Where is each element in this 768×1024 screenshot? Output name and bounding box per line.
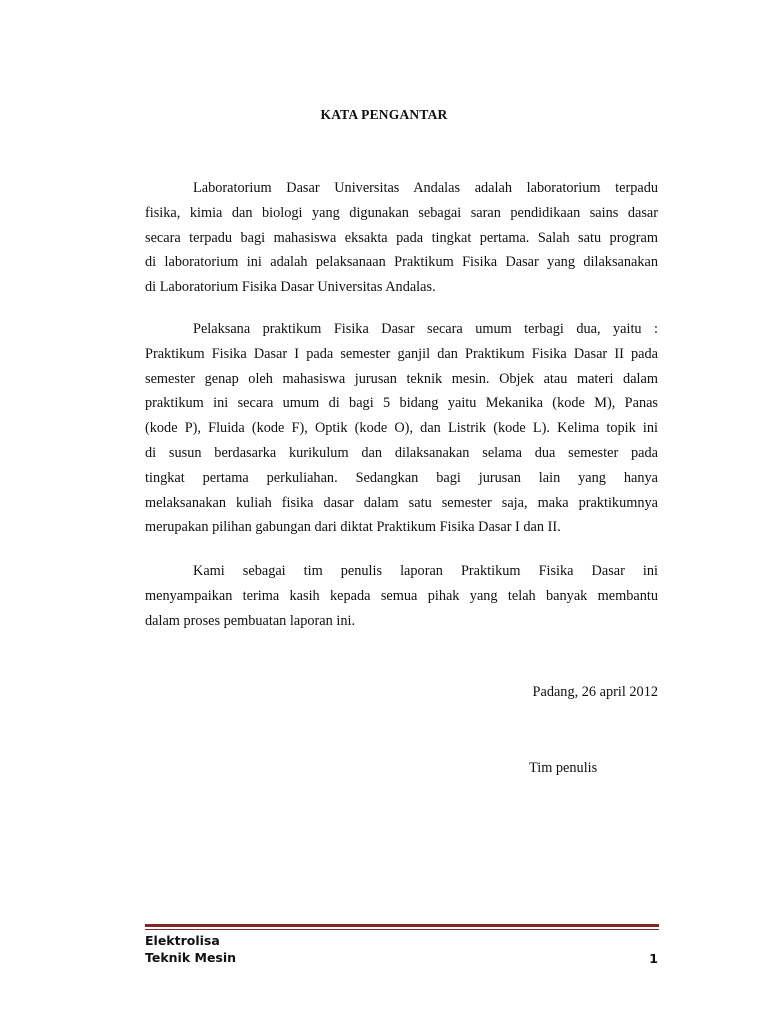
footer-divider: [145, 924, 659, 931]
footer-rule-thick: [145, 924, 659, 927]
paragraph-line: di Laboratorium Fisika Dasar Universitas Andalas.: [145, 279, 436, 296]
paragraph-line: Praktikum Fisika Dasar I pada semester ganjil dan Praktikum Fisika Dasar II pada: [145, 345, 658, 362]
paragraph-line: fisika, kimia dan biologi yang digunakan sebagai saran pendidikaan sains dasar: [145, 204, 658, 221]
paragraph-line: tingkat pertama perkuliahan. Sedangkan bagi jurusan lain yang hanya: [145, 469, 658, 486]
paragraph-3: [145, 564, 658, 638]
footer-rule-thin: [145, 929, 659, 930]
footer-line-1: Elektrolisa: [145, 933, 220, 948]
paragraph-line: menyampaikan terima kasih kepada semua pihak yang telah banyak membantu: [145, 587, 658, 604]
paragraph-1: [145, 181, 658, 305]
paragraph-line: di susun berdasarka kurikulum dan dilaksanakan selama dua semester pada: [145, 444, 658, 461]
paragraph-line: di laboratorium ini adalah pelaksanaan Praktikum Fisika Dasar yang dilaksanakan: [145, 254, 658, 271]
paragraph-line: Kami sebagai tim penulis laporan Praktikum Fisika Dasar ini: [193, 563, 658, 579]
paragraph-line: praktikum ini secara umum di bagi 5 bidang yaitu Mekanika (kode M), Panas: [145, 395, 658, 412]
paragraph-line: semester genap oleh mahasiswa jurusan teknik mesin. Objek atau materi dalam: [145, 370, 658, 387]
footer-line-2: Teknik Mesin: [145, 950, 237, 965]
paragraph-line: merupakan pilihan gabungan dari diktat Praktikum Fisika Dasar I dan II.: [145, 519, 561, 536]
place-date: Padang, 26 april 2012: [532, 684, 658, 700]
page-title: KATA PENGANTAR: [320, 107, 448, 122]
paragraph-line: Pelaksana praktikum Fisika Dasar secara umum terbagi dua, yaitu :: [193, 321, 658, 337]
paragraph-line: (kode P), Fluida (kode F), Optik (kode O), dan Listrik (kode L). Kelima topik ini: [145, 420, 658, 437]
paragraph-line: dalam proses pembuatan laporan ini.: [145, 612, 356, 629]
footer-label: [145, 932, 236, 966]
paragraph-2: [145, 322, 658, 545]
signatory: Tim penulis: [529, 760, 598, 776]
paragraph-line: melaksanakan kuliah fisika dasar dalam satu semester saja, maka praktikumnya: [145, 494, 658, 511]
page-number: 1: [649, 951, 658, 966]
paragraph-line: secara terpadu bagi mahasiswa eksakta pada tingkat pertama. Salah satu program: [145, 229, 658, 246]
paragraph-line: Laboratorium Dasar Universitas Andalas adalah laboratorium terpadu: [193, 180, 658, 196]
